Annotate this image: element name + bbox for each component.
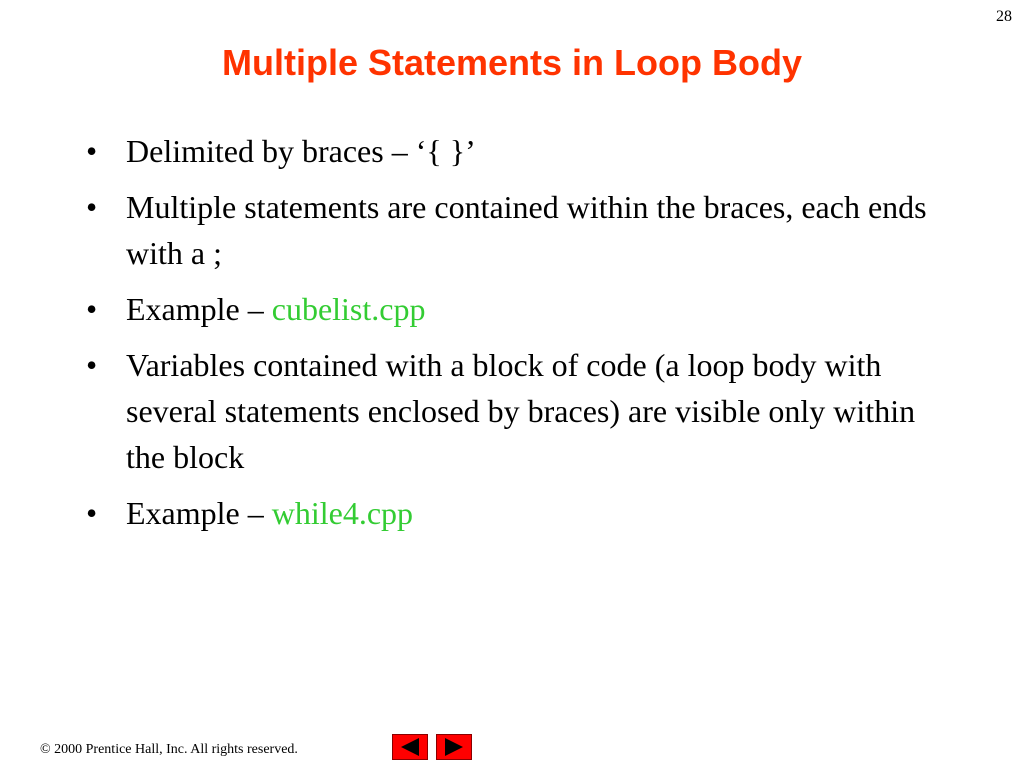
- copyright-footer: © 2000 Prentice Hall, Inc. All rights reserved.: [40, 742, 298, 757]
- previous-slide-button[interactable]: [392, 734, 428, 760]
- bullet-icon: •: [86, 291, 98, 327]
- right-arrow-icon: [445, 738, 463, 756]
- slide-title: Multiple Statements in Loop Body: [221, 42, 802, 83]
- bullet-list: [86, 128, 946, 546]
- bullet-text: Delimited by braces – ‘{ }’: [126, 133, 476, 169]
- bullet-text: Variables contained with a block of code (a loop body with several statements enclosed by braces) are visible only within the block: [126, 347, 916, 475]
- bullet-item: [86, 490, 946, 536]
- bullet-icon: •: [86, 189, 98, 225]
- bullet-item: [86, 342, 946, 480]
- bullet-text: Multiple statements are contained within the braces, each ends with a ;: [126, 189, 927, 271]
- file-link-cubelist[interactable]: cubelist.cpp: [271, 291, 426, 327]
- bullet-text: Example –: [126, 291, 272, 327]
- bullet-text: Example –: [126, 495, 272, 531]
- left-arrow-icon: [401, 738, 419, 756]
- file-link-while4[interactable]: while4.cpp: [271, 495, 414, 531]
- bullet-item: [86, 128, 946, 174]
- slide-navigation: [392, 734, 472, 760]
- bullet-icon: •: [86, 495, 98, 531]
- bullet-icon: •: [86, 347, 98, 383]
- bullet-item: [86, 286, 946, 332]
- bullet-icon: •: [86, 133, 98, 169]
- page-number: 28: [996, 8, 1012, 25]
- bullet-item: [86, 184, 946, 276]
- next-slide-button[interactable]: [436, 734, 472, 760]
